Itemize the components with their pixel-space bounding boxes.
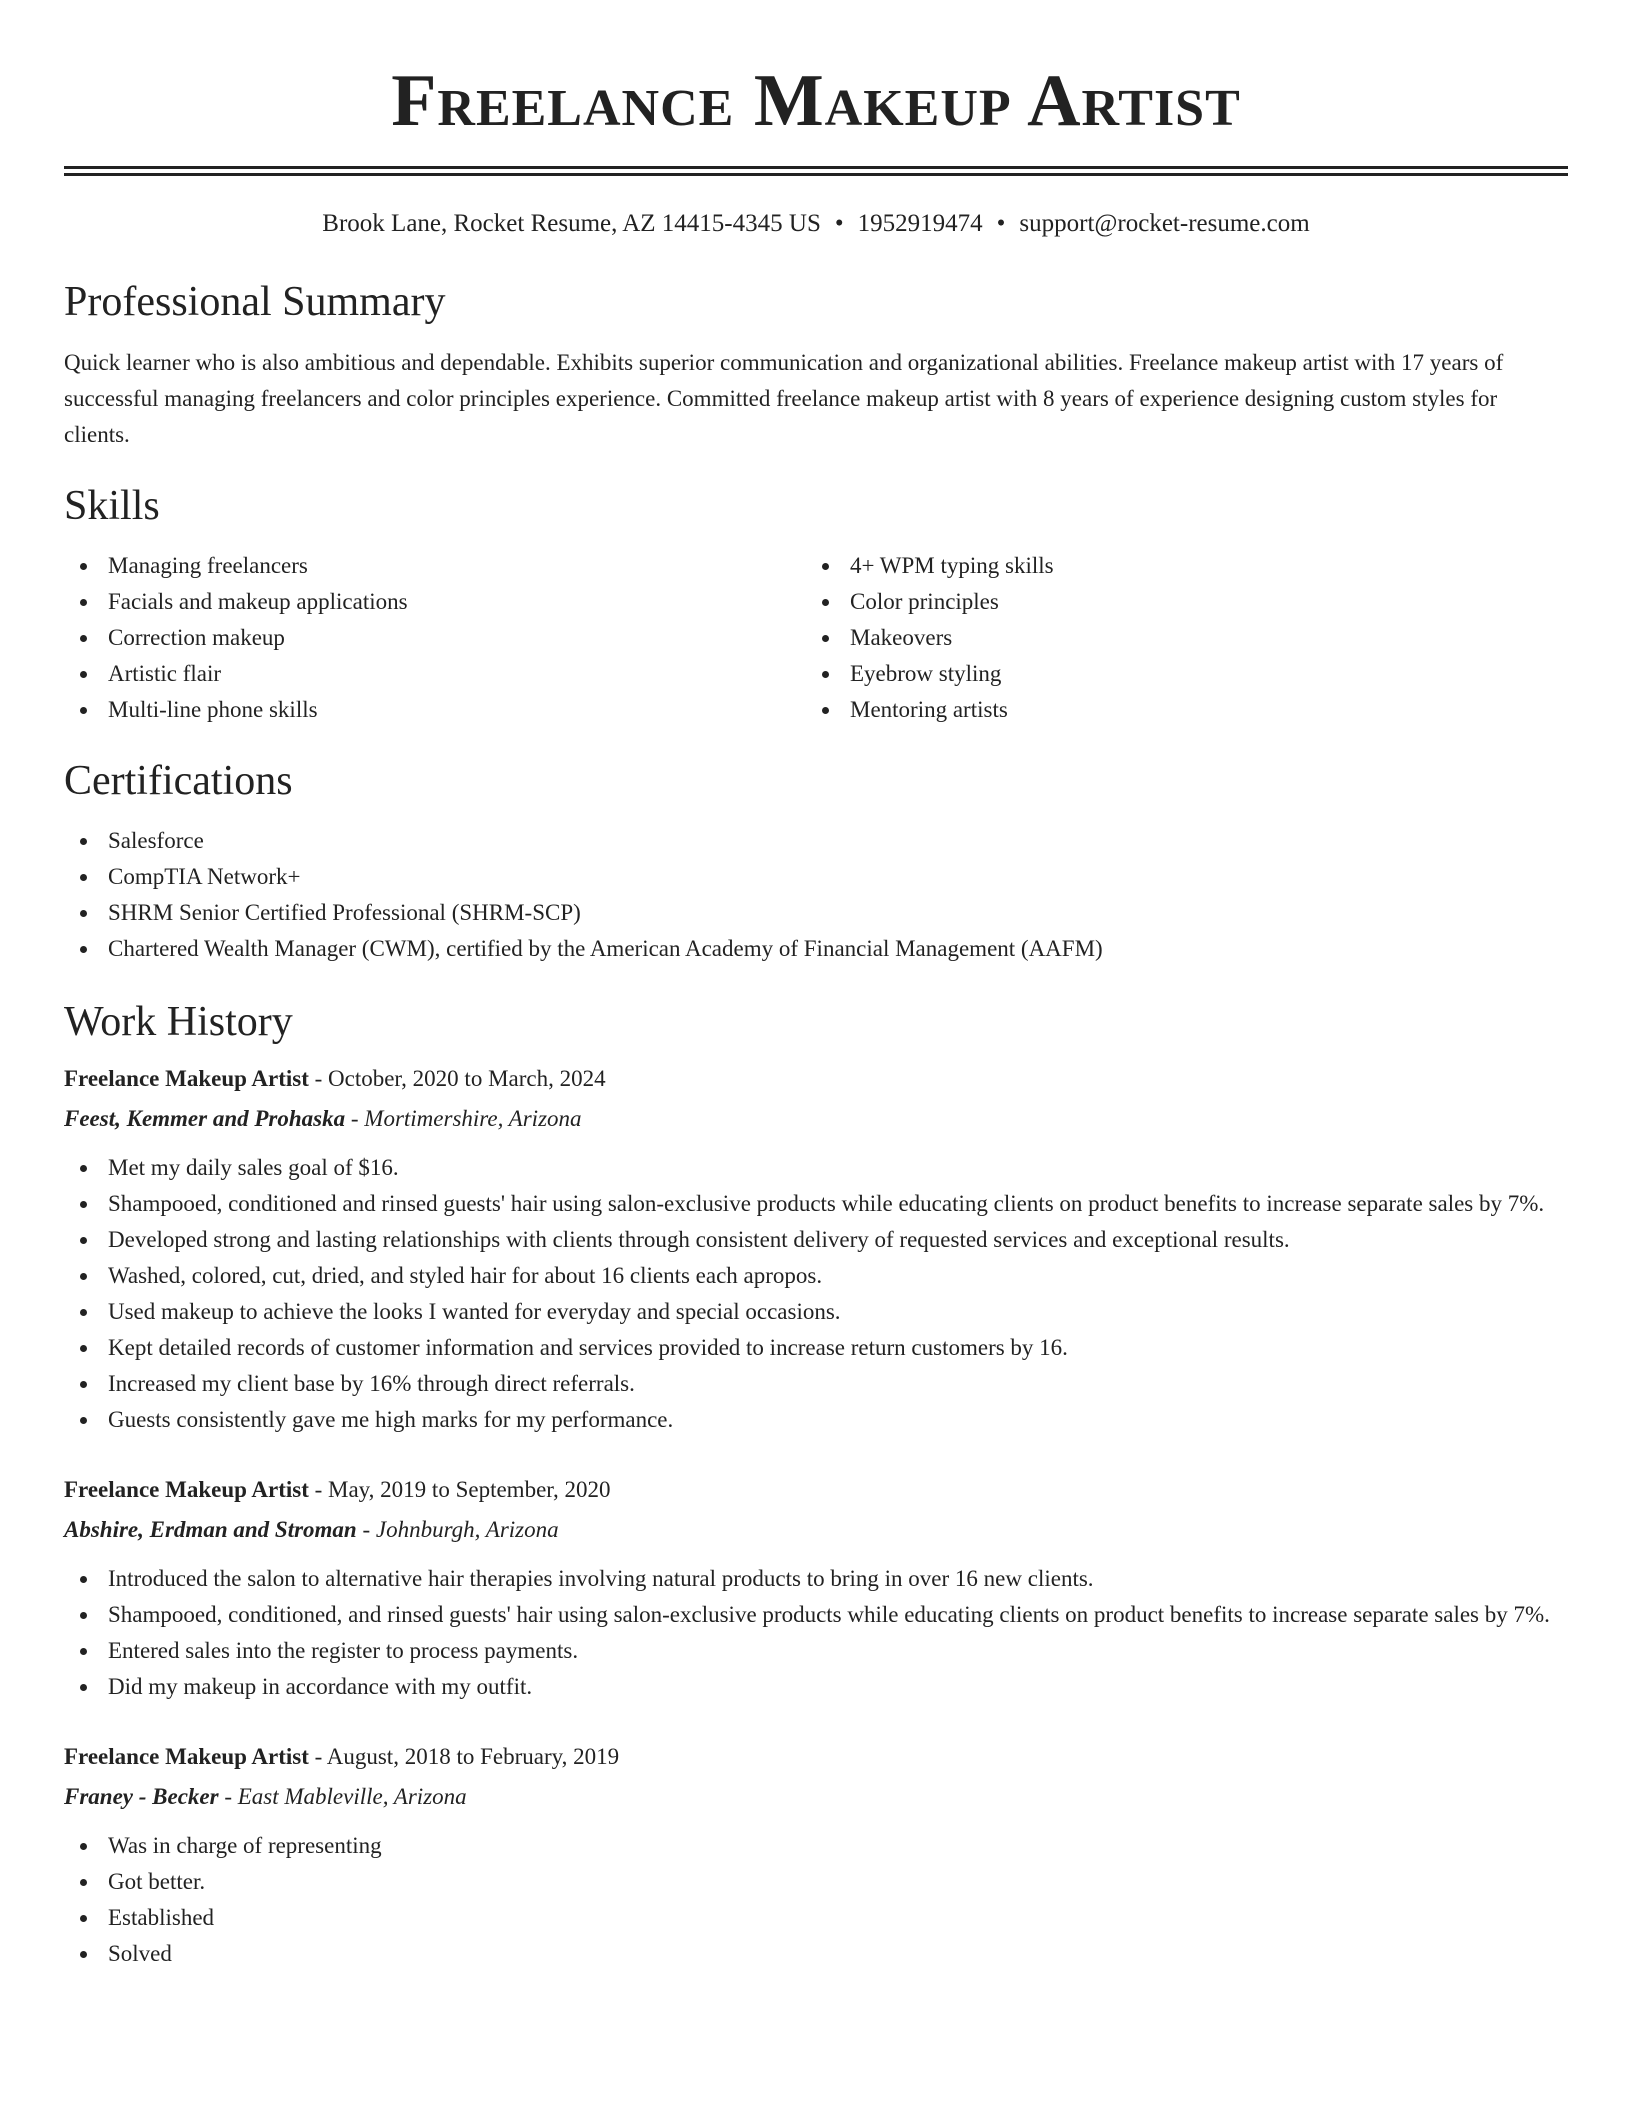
contact-line — [64, 208, 1568, 240]
job-bullet: Met my daily sales goal of $16. — [64, 1150, 1568, 1186]
job-dates: - May, 2019 to September, 2020 — [314, 1477, 611, 1502]
job-header — [64, 1737, 1568, 1777]
job-location: - Johnburgh, Arizona — [362, 1517, 559, 1542]
contact-phone: 1952919474 — [857, 210, 983, 237]
skill-item: Multi-line phone skills — [64, 692, 806, 728]
header-double-rule — [64, 166, 1568, 176]
job-header — [64, 1470, 1568, 1510]
resume-title: Freelance Makeup Artist — [391, 60, 1241, 142]
contact-email[interactable]: support@rocket-resume.com — [1019, 210, 1310, 237]
job-bullet: Increased my client base by 16% through direct referrals. — [64, 1366, 1568, 1402]
summary-text: Quick learner who is also ambitious and dependable. Exhibits superior communication and organizational abilities. Freelance makeup artist with 17 years of successful managing freelancers and color principles experience. Committed freelance makeup artist with 8 years of experience designing custom styles for clients. — [64, 350, 1504, 447]
certification-item: CompTIA Network+ — [64, 859, 1568, 895]
job-bullets — [64, 1150, 1568, 1438]
job-bullet: Entered sales into the register to process payments. — [64, 1633, 1568, 1669]
summary-heading: Professional Summary — [64, 279, 446, 325]
job-company: Abshire, Erdman and Stroman — [64, 1517, 357, 1542]
job-bullet: Did my makeup in accordance with my outfit. — [64, 1669, 1568, 1705]
skill-item: Mentoring artists — [806, 692, 1548, 728]
skill-item: Managing freelancers — [64, 548, 806, 584]
job-location: - Mortimershire, Arizona — [350, 1106, 582, 1131]
skill-item: 4+ WPM typing skills — [806, 548, 1548, 584]
skill-item: Facials and makeup applications — [64, 584, 806, 620]
job-dates: - August, 2018 to February, 2019 — [314, 1744, 620, 1769]
job-bullets — [64, 1561, 1568, 1705]
job-title: Freelance Makeup Artist — [64, 1066, 309, 1091]
skill-item: Eyebrow styling — [806, 656, 1548, 692]
job-employer-line — [64, 1777, 1568, 1817]
job-bullet: Kept detailed records of customer information and services provided to increase return customers by 16. — [64, 1330, 1568, 1366]
skill-item: Color principles — [806, 584, 1548, 620]
certification-item: Salesforce — [64, 823, 1568, 859]
job-company: Feest, Kemmer and Prohaska — [64, 1106, 346, 1131]
job-bullet: Shampooed, conditioned and rinsed guests' hair using salon-exclusive products while educating clients on product benefits to increase separate sales by 7%. — [64, 1186, 1568, 1222]
job-title: Freelance Makeup Artist — [64, 1477, 309, 1502]
certification-item: Chartered Wealth Manager (CWM), certified by the American Academy of Financial Management (AAFM) — [64, 931, 1568, 967]
job-entry — [64, 1059, 1568, 1438]
job-dates: - October, 2020 to March, 2024 — [314, 1066, 606, 1091]
contact-separator: • — [834, 210, 844, 237]
job-employer-line — [64, 1099, 1568, 1139]
job-bullet: Guests consistently gave me high marks for my performance. — [64, 1402, 1568, 1438]
job-header — [64, 1059, 1568, 1099]
job-bullet: Established — [64, 1900, 1568, 1936]
skill-item: Makeovers — [806, 620, 1548, 656]
job-bullet: Washed, colored, cut, dried, and styled hair for about 16 clients each apropos. — [64, 1258, 1568, 1294]
skills-list-left — [64, 548, 806, 728]
job-entry — [64, 1470, 1568, 1705]
skills-heading: Skills — [64, 483, 160, 529]
job-title: Freelance Makeup Artist — [64, 1744, 309, 1769]
certifications-list — [64, 823, 1568, 967]
job-bullet: Introduced the salon to alternative hair therapies involving natural products to bring in over 16 new clients. — [64, 1561, 1568, 1597]
job-location: - East Mableville, Arizona — [224, 1784, 467, 1809]
skills-grid — [64, 548, 1568, 728]
job-entry — [64, 1737, 1568, 1972]
job-bullet: Was in charge of representing — [64, 1828, 1568, 1864]
job-bullet: Shampooed, conditioned, and rinsed guests' hair using salon-exclusive products while educating clients on product benefits to increase separate sales by 7%. — [64, 1597, 1568, 1633]
skill-item: Artistic flair — [64, 656, 806, 692]
skills-list-right — [806, 548, 1548, 728]
job-bullet: Got better. — [64, 1864, 1568, 1900]
certification-item: SHRM Senior Certified Professional (SHRM-SCP) — [64, 895, 1568, 931]
certifications-heading: Certifications — [64, 758, 293, 804]
job-bullets — [64, 1828, 1568, 1972]
job-bullet: Developed strong and lasting relationships with clients through consistent delivery of requested services and exceptional results. — [64, 1222, 1568, 1258]
contact-separator: • — [996, 210, 1006, 237]
job-company: Franey - Becker — [64, 1784, 219, 1809]
job-bullet: Used makeup to achieve the looks I wanted for everyday and special occasions. — [64, 1294, 1568, 1330]
contact-address: Brook Lane, Rocket Resume, AZ 14415-4345 US — [322, 210, 821, 237]
skill-item: Correction makeup — [64, 620, 806, 656]
work-history-heading: Work History — [64, 999, 293, 1045]
job-employer-line — [64, 1510, 1568, 1550]
job-bullet: Solved — [64, 1936, 1568, 1972]
